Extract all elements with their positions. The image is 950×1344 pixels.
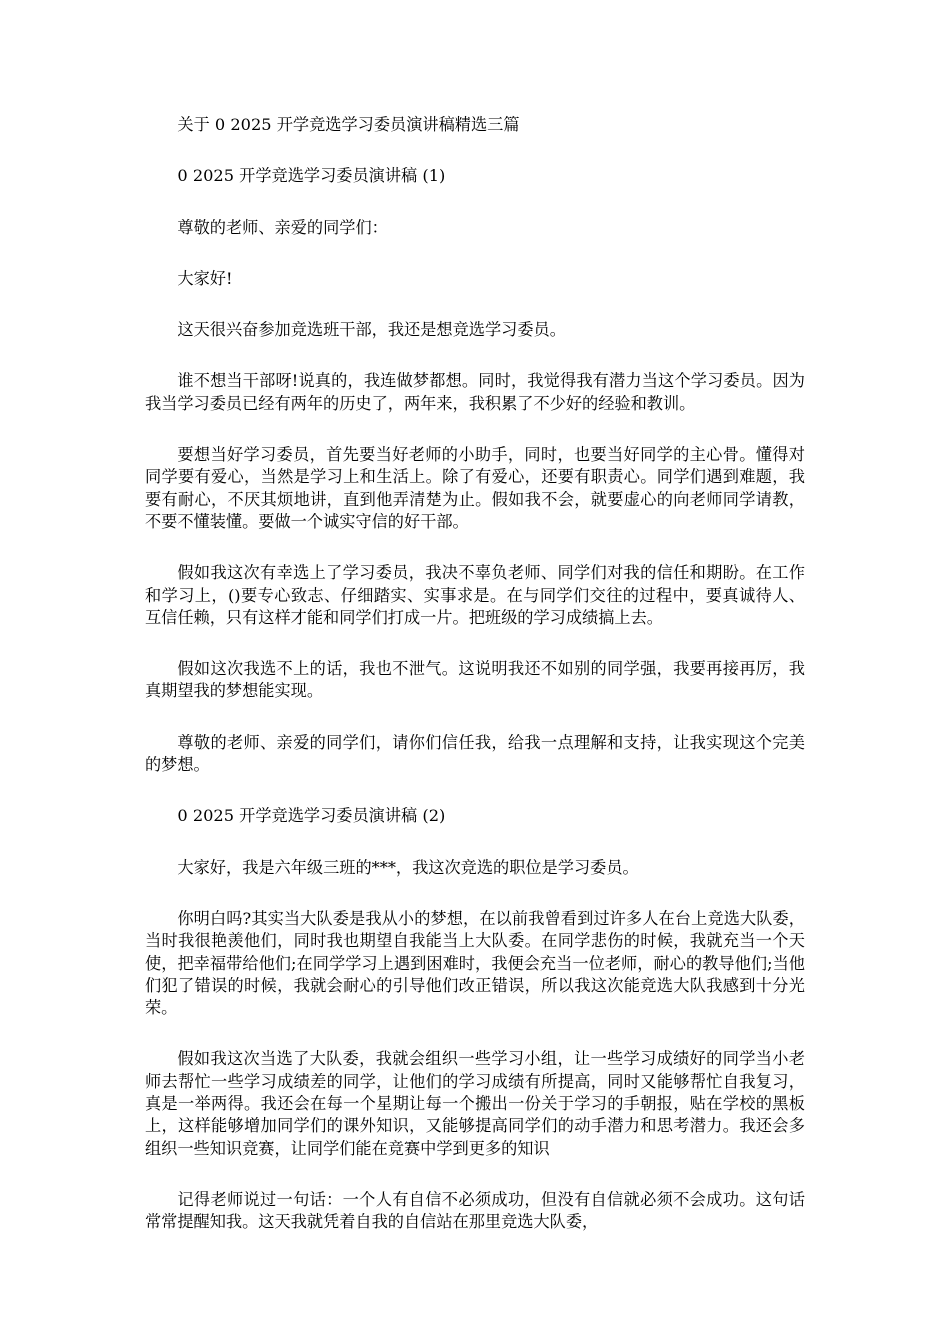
section-heading-1: 0 2025 开学竞选学习委员演讲稿 (1) — [177, 166, 446, 186]
body-paragraph: 这天很兴奋参加竞选班干部，我还是想竞选学习委员。 — [177, 320, 566, 340]
document-title: 关于 0 2025 开学竞选学习委员演讲稿精选三篇 — [177, 115, 520, 134]
body-paragraph: 假如我这次当选了大队委，我就会组织一些学习小组，让一些学习成绩好的同学当小老师去帮忙一些学习成绩差的同学，让他们的学习成绩有所提高，同时又能够帮忙自我复习，真是一举两得。我还会在每一个星期让每一个搬出一份关于学习的手朝报，贴在学校的黑板上，这样能够增加同学们的课外知识，又能够提高同学们的动手潜力和思考潜力。我还会多组织一些知识竞赛，让同学们能在竞赛中学到更多的知识 — [145, 1049, 805, 1158]
body-paragraph: 假如我这次有幸选上了学习委员，我决不辜负老师、同学们对我的信任和期盼。在工作和学习上，()要专心致志、仔细踏实、实事求是。在与同学们交往的过程中，要真诚待人、互信任赖，只有这样才能和同学们打成一片。把班级的学习成绩搞上去。 — [145, 563, 805, 627]
body-paragraph: 假如这次我选不上的话，我也不泄气。这说明我还不如别的同学强，我要再接再厉，我真期望我的梦想能实现。 — [145, 659, 805, 701]
body-paragraph: 谁不想当干部呀!说真的，我连做梦都想。同时，我觉得我有潜力当这个学习委员。因为我当学习委员已经有两年的历史了，两年来，我积累了不少好的经验和教训。 — [145, 371, 805, 413]
document-page — [145, 114, 805, 1234]
body-paragraph: 你明白吗?其实当大队委是我从小的梦想，在以前我曾看到过许多人在台上竞选大队委，当时我很艳羡他们，同时我也期望自我能当上大队委。在同学悲伤的时候，我就充当一个天使，把幸福带给他们;在同学学习上遇到困难时，我便会充当一位老师，耐心的教导他们;当他们犯了错误的时候，我就会耐心的引导他们改正错误，所以我这次能竞选大队我感到十分光荣。 — [145, 908, 805, 1018]
body-paragraph: 大家好，我是六年级三班的***，我这次竞选的职位是学习委员。 — [177, 857, 639, 877]
salutation: 尊敬的老师、亲爱的同学们： — [177, 217, 388, 237]
body-paragraph: 记得老师说过一句话：一个人有自信不必须成功，但没有自信就必须不会成功。这句话常常提醒知我。这天我就凭着自我的自信站在那里竞选大队委， — [145, 1189, 805, 1232]
greeting: 大家好! — [177, 268, 233, 288]
body-paragraph: 尊敬的老师、亲爱的同学们，请你们信任我，给我一点理解和支持，让我实现这个完美的梦想。 — [145, 732, 805, 775]
section-heading-2: 0 2025 开学竞选学习委员演讲稿 (2) — [177, 806, 446, 826]
body-paragraph: 要想当好学习委员，首先要当好老师的小助手，同时，也要当好同学的主心骨。懂得对同学要有爱心，当然是学习上和生活上。除了有爱心，还要有职责心。同学们遇到难题，我要有耐心，不厌其烦地讲，直到他弄清楚为止。假如我不会，就要虚心的向老师同学请教，不要不懂装懂。要做一个诚实守信的好干部。 — [145, 445, 805, 531]
